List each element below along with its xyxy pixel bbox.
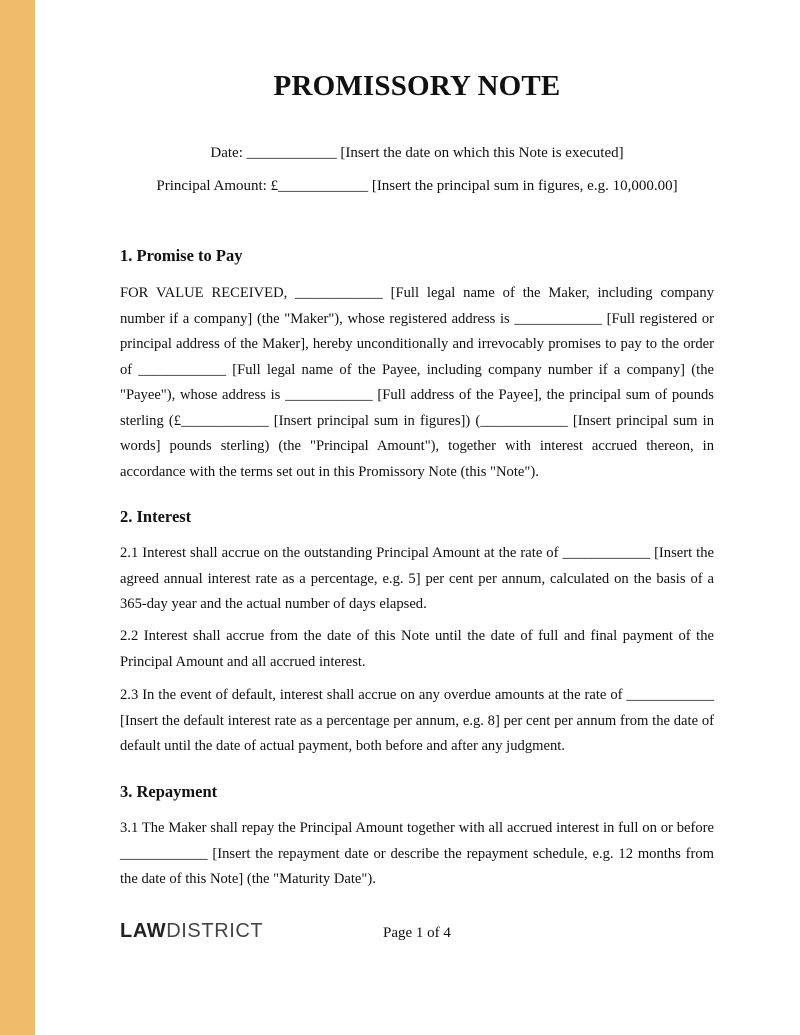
side-accent-bar [0, 0, 35, 1035]
section-1-body: FOR VALUE RECEIVED, ____________ [Full legal name of the Maker, including company number if a company] (the "Maker"), whose registered address is ____________ [Full registered or principal address of the Maker], hereby unconditionally and irrevocably promises to pay to the order of ____________ [Full legal name of the Payee, including company number if a company] (the "Payee"), whose address is ____________ [Full address of the Payee], the principal sum of pounds sterling (£____________ [Insert principal sum in figures]) (____________ [Insert principal sum in words] pounds sterling) (the "Principal Amount"), together with interest accrued thereon, in accordance with the terms set out in this Promissory Note (this "Note"). [120, 285, 714, 480]
section-2-heading: 2. Interest [120, 507, 192, 526]
section-3-1: 3.1 The Maker shall repay the Principal Amount together with all accrued interest in full on or before ____________ [Insert the repayment date or describe the repayment schedule, e.g. 12 months from the date of this Note] (the "Maturity Date"). [120, 820, 714, 887]
section-2-2: 2.2 Interest shall accrue from the date of this Note until the date of full and final payment of the Principal Amount and all accrued interest. [120, 628, 714, 670]
section-1-heading: 1. Promise to Pay [120, 246, 243, 265]
document-title: PROMISSORY NOTE [273, 70, 561, 102]
date-line: Date: ____________ [Insert the date on which this Note is executed] [210, 145, 624, 161]
logo-bold-text: LAW [120, 920, 167, 942]
section-2-3: 2.3 In the event of default, interest shall accrue on any overdue amounts at the rate of ____________ [Insert the default interest rate as a percentage per annum, e.g. 8] per cent per annum from the date of default until the date of actual payment, both before and after any judgment. [120, 687, 714, 754]
lawdistrict-logo [120, 920, 263, 943]
section-2-1: 2.1 Interest shall accrue on the outstanding Principal Amount at the rate of ____________ [Insert the agreed annual interest rate as a percentage, e.g. 5] per cent per annum, calculated on the basis of a 365-day year and the actual number of days elapsed. [120, 545, 714, 612]
section-3-heading: 3. Repayment [120, 782, 218, 801]
logo-light-text: DISTRICT [166, 920, 264, 942]
page-number: Page 1 of 4 [383, 925, 451, 941]
principal-amount-line: Principal Amount: £____________ [Insert the principal sum in figures, e.g. 10,000.00] [156, 178, 678, 194]
